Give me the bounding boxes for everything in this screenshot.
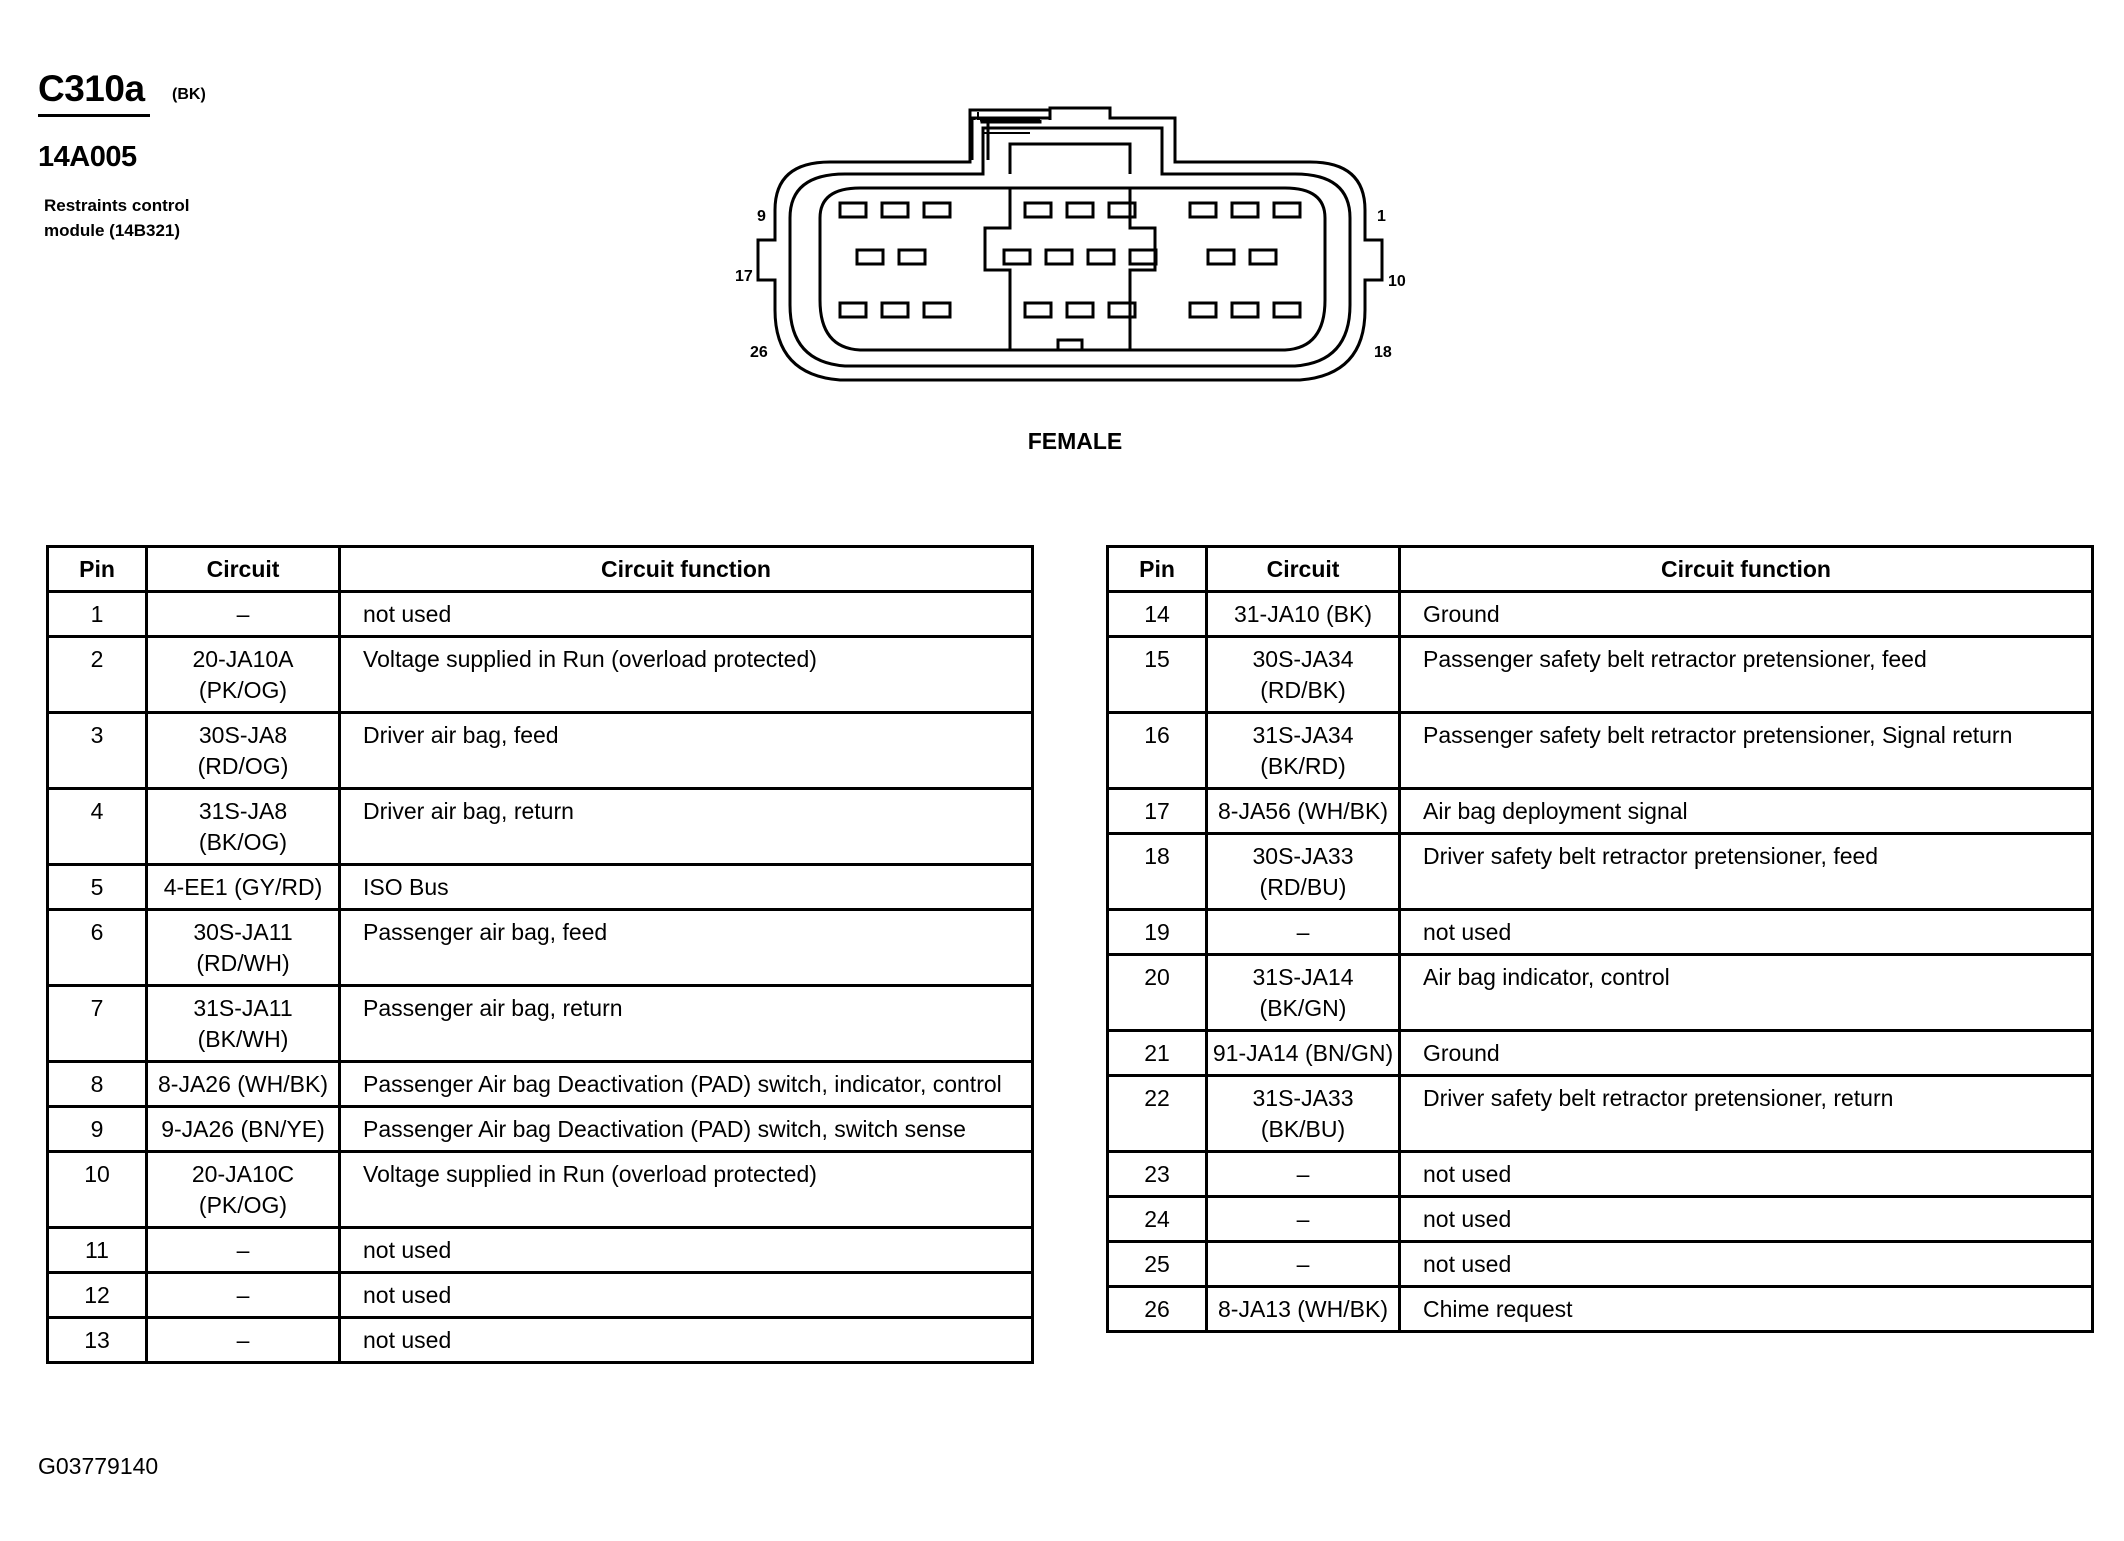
circuit-cell: –: [1207, 1197, 1400, 1242]
circuit-cell: 8-JA26 (WH/BK): [147, 1062, 340, 1107]
function-cell: Driver safety belt retractor pretensioner, feed: [1400, 834, 2093, 910]
connector-color: (BK): [172, 86, 206, 103]
circuit-cell: 20-JA10C (PK/OG): [147, 1152, 340, 1228]
table-row: [1108, 1152, 2093, 1197]
circuit-cell: –: [147, 1228, 340, 1273]
pin-cell: 25: [1108, 1242, 1207, 1287]
pin-table-right: [1106, 545, 2094, 1333]
pin-label-26: 26: [750, 344, 768, 361]
function-cell: Passenger Air bag Deactivation (PAD) switch, switch sense: [340, 1107, 1033, 1152]
table-row: [48, 986, 1033, 1062]
function-cell: not used: [340, 1228, 1033, 1273]
table-row: [1108, 910, 2093, 955]
table-header-row: [48, 547, 1033, 592]
pin-cell: 16: [1108, 713, 1207, 789]
table-row: [1108, 1287, 2093, 1332]
header-circuit: Circuit: [1207, 547, 1400, 592]
circuit-cell: 31S-JA34 (BK/RD): [1207, 713, 1400, 789]
function-cell: Passenger safety belt retractor pretensioner, Signal return: [1400, 713, 2093, 789]
circuit-cell: 4-EE1 (GY/RD): [147, 865, 340, 910]
pin-cell: 14: [1108, 592, 1207, 637]
function-cell: Passenger air bag, feed: [340, 910, 1033, 986]
function-cell: Passenger safety belt retractor pretensioner, feed: [1400, 637, 2093, 713]
figure-id: G03779140: [38, 1453, 159, 1479]
pin-cell: 7: [48, 986, 147, 1062]
header-pin: Pin: [48, 547, 147, 592]
function-cell: Voltage supplied in Run (overload protected): [340, 1152, 1033, 1228]
pin-rows-right: [1108, 592, 2093, 1332]
function-cell: not used: [1400, 1197, 2093, 1242]
pin-cell: 22: [1108, 1076, 1207, 1152]
table-row: [1108, 955, 2093, 1031]
table-row: [48, 637, 1033, 713]
circuit-cell: –: [1207, 910, 1400, 955]
pin-cell: 8: [48, 1062, 147, 1107]
table-row: [1108, 1197, 2093, 1242]
pin-cell: 5: [48, 865, 147, 910]
circuit-cell: –: [1207, 1242, 1400, 1287]
function-cell: Ground: [1400, 592, 2093, 637]
header-function: Circuit function: [340, 547, 1033, 592]
circuit-cell: 30S-JA8 (RD/OG): [147, 713, 340, 789]
part-number: 14A005: [38, 141, 137, 173]
table-row: [1108, 1076, 2093, 1152]
circuit-cell: 31S-JA11 (BK/WH): [147, 986, 340, 1062]
table-row: [1108, 1031, 2093, 1076]
circuit-cell: –: [1207, 1152, 1400, 1197]
pin-cell: 21: [1108, 1031, 1207, 1076]
pin-cell: 2: [48, 637, 147, 713]
pin-cell: 6: [48, 910, 147, 986]
table-row: [1108, 713, 2093, 789]
table-row: [1108, 789, 2093, 834]
table-row: [48, 1228, 1033, 1273]
table-row: [1108, 834, 2093, 910]
pin-label-18: 18: [1374, 344, 1392, 361]
connector-id-underline: [38, 114, 150, 117]
pin-cell: 4: [48, 789, 147, 865]
circuit-cell: 8-JA56 (WH/BK): [1207, 789, 1400, 834]
function-cell: Air bag deployment signal: [1400, 789, 2093, 834]
circuit-cell: –: [147, 592, 340, 637]
function-cell: not used: [340, 1318, 1033, 1363]
circuit-cell: 31S-JA14 (BK/GN): [1207, 955, 1400, 1031]
pin-cell: 17: [1108, 789, 1207, 834]
table-row: [48, 910, 1033, 986]
function-cell: Driver air bag, return: [340, 789, 1033, 865]
table-row: [1108, 1242, 2093, 1287]
pin-label-9: 9: [757, 208, 766, 225]
pin-cell: 3: [48, 713, 147, 789]
function-cell: Driver safety belt retractor pretensioner, return: [1400, 1076, 2093, 1152]
function-cell: Passenger air bag, return: [340, 986, 1033, 1062]
circuit-cell: 31-JA10 (BK): [1207, 592, 1400, 637]
pin-cell: 15: [1108, 637, 1207, 713]
pin-cell: 26: [1108, 1287, 1207, 1332]
pin-table-left: [46, 545, 1034, 1364]
circuit-cell: 30S-JA34 (RD/BK): [1207, 637, 1400, 713]
circuit-cell: 91-JA14 (BN/GN): [1207, 1031, 1400, 1076]
connector-face-diagram: [720, 100, 1420, 420]
pin-cavities: [840, 203, 1300, 317]
circuit-cell: 20-JA10A (PK/OG): [147, 637, 340, 713]
function-cell: Chime request: [1400, 1287, 2093, 1332]
circuit-cell: 8-JA13 (WH/BK): [1207, 1287, 1400, 1332]
component-description: Restraints control module (14B321): [44, 196, 190, 240]
table-row: [48, 592, 1033, 637]
connector-gender: FEMALE: [1027, 428, 1123, 454]
table-row: [48, 1152, 1033, 1228]
table-row: [1108, 637, 2093, 713]
function-cell: Passenger Air bag Deactivation (PAD) switch, indicator, control: [340, 1062, 1033, 1107]
pin-cell: 11: [48, 1228, 147, 1273]
function-cell: not used: [340, 592, 1033, 637]
pin-cell: 23: [1108, 1152, 1207, 1197]
circuit-cell: 30S-JA33 (RD/BU): [1207, 834, 1400, 910]
pin-label-17: 17: [735, 268, 753, 285]
pin-cell: 12: [48, 1273, 147, 1318]
circuit-cell: 31S-JA33 (BK/BU): [1207, 1076, 1400, 1152]
pin-cell: 19: [1108, 910, 1207, 955]
header-circuit: Circuit: [147, 547, 340, 592]
connector-id: C310a: [38, 68, 145, 109]
pin-cell: 24: [1108, 1197, 1207, 1242]
function-cell: Voltage supplied in Run (overload protected): [340, 637, 1033, 713]
table-row: [48, 1107, 1033, 1152]
circuit-cell: 9-JA26 (BN/YE): [147, 1107, 340, 1152]
function-cell: not used: [1400, 1152, 2093, 1197]
pin-cell: 1: [48, 592, 147, 637]
function-cell: Driver air bag, feed: [340, 713, 1033, 789]
table-row: [48, 713, 1033, 789]
function-cell: Air bag indicator, control: [1400, 955, 2093, 1031]
table-row: [1108, 592, 2093, 637]
function-cell: not used: [1400, 910, 2093, 955]
circuit-cell: 30S-JA11 (RD/WH): [147, 910, 340, 986]
header-function: Circuit function: [1400, 547, 2093, 592]
pin-rows-left: [48, 592, 1033, 1363]
table-row: [48, 789, 1033, 865]
table-header-row: [1108, 547, 2093, 592]
function-cell: Ground: [1400, 1031, 2093, 1076]
circuit-cell: –: [147, 1273, 340, 1318]
circuit-cell: –: [147, 1318, 340, 1363]
pin-cell: 20: [1108, 955, 1207, 1031]
pin-cell: 18: [1108, 834, 1207, 910]
table-row: [48, 1273, 1033, 1318]
pin-cell: 9: [48, 1107, 147, 1152]
table-row: [48, 1062, 1033, 1107]
function-cell: not used: [340, 1273, 1033, 1318]
circuit-cell: 31S-JA8 (BK/OG): [147, 789, 340, 865]
pin-cell: 13: [48, 1318, 147, 1363]
pin-label-1: 1: [1377, 208, 1386, 225]
function-cell: ISO Bus: [340, 865, 1033, 910]
header-pin: Pin: [1108, 547, 1207, 592]
function-cell: not used: [1400, 1242, 2093, 1287]
table-row: [48, 865, 1033, 910]
pin-label-10: 10: [1388, 273, 1406, 290]
pin-cell: 10: [48, 1152, 147, 1228]
table-row: [48, 1318, 1033, 1363]
